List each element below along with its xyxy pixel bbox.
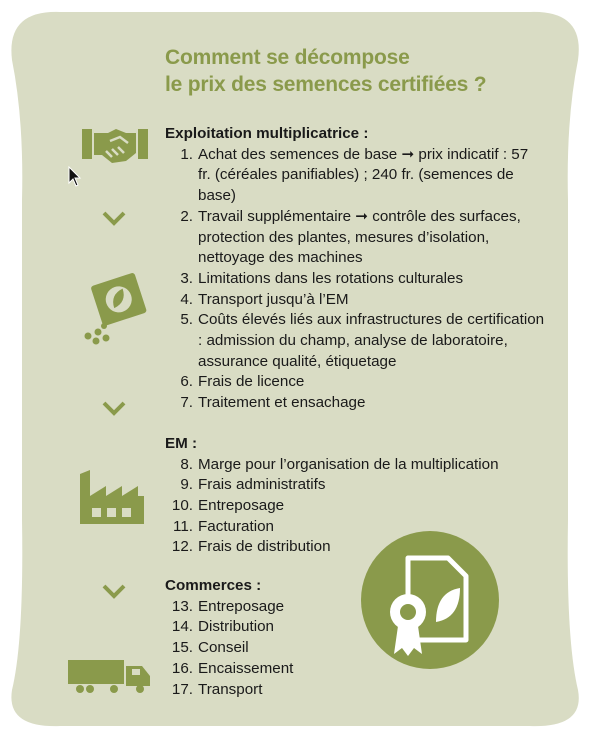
item-text: Encaissement	[198, 659, 294, 677]
item-number: 12.	[171, 538, 193, 556]
item-number: 1.	[180, 145, 193, 163]
item-number: 3.	[180, 269, 193, 287]
list-item	[165, 597, 545, 618]
list-item	[165, 475, 545, 496]
list-item	[165, 517, 545, 538]
seed-bag-icon	[78, 270, 150, 346]
list-item	[165, 496, 545, 517]
handshake-icon	[82, 127, 148, 165]
section-heading-exploitation: Exploitation multiplicatrice :	[165, 125, 369, 142]
chevron-down-icon	[101, 583, 127, 601]
list-item	[165, 537, 545, 558]
item-text: Frais de distribution	[198, 538, 331, 556]
item-text: Entreposage	[198, 597, 285, 615]
item-number: 5.	[180, 311, 193, 329]
list-item	[165, 145, 545, 207]
list-item	[165, 207, 545, 269]
item-text: Coûts élevés liés aux infrastructures de certification : admission du champ, analyse de laboratoire, assurance qualité, étiquetage	[198, 311, 545, 370]
item-text: Achat des semences de base ➞ prix indicatif : 57 fr. (céréales panifiables) ; 240 fr. (semences de base)	[198, 145, 529, 205]
list-item	[165, 372, 545, 393]
item-text: Travail supplémentaire ➞ contrôle des surfaces, protection des plantes, mesures d’isolation, nettoyage des machines	[198, 207, 521, 267]
item-number: 9.	[180, 476, 193, 494]
item-text: Traitement et ensachage	[198, 394, 366, 412]
section-heading-em: EM :	[165, 434, 198, 452]
item-text: Transport jusqu’à l’EM	[198, 290, 349, 308]
item-text: Distribution	[198, 618, 274, 636]
factory-icon	[78, 470, 146, 524]
item-text: Limitations dans les rotations culturales	[198, 269, 464, 287]
list-item	[165, 638, 545, 659]
chevron-down-icon	[101, 400, 127, 418]
item-text: Entreposage	[198, 496, 285, 514]
list-item	[165, 393, 545, 414]
item-number: 6.	[180, 373, 193, 391]
title-line-1: Comment se décompose	[165, 46, 410, 69]
item-number: 2.	[180, 207, 193, 225]
item-number: 11.	[173, 517, 193, 535]
item-number: 17.	[171, 680, 193, 698]
item-number: 13.	[171, 597, 193, 615]
item-text: Frais de licence	[198, 373, 305, 391]
list-item	[165, 659, 545, 680]
item-number: 15.	[171, 639, 193, 657]
item-number: 14.	[171, 618, 193, 636]
item-text: Marge pour l’organisation de la multiplication	[198, 455, 499, 473]
chevron-down-icon	[101, 210, 127, 228]
item-number: 4.	[180, 290, 193, 308]
section-heading-commerces: Commerces :	[165, 577, 262, 595]
item-text: Frais administratifs	[198, 476, 326, 494]
item-text: Conseil	[198, 639, 249, 657]
item-number: 10.	[171, 496, 193, 514]
item-number: 7.	[180, 394, 193, 412]
list-item	[165, 290, 545, 311]
truck-icon	[68, 660, 152, 694]
item-number: 16.	[171, 659, 193, 677]
item-text: Transport	[198, 680, 263, 698]
mouse-cursor-icon	[68, 166, 82, 188]
page-title	[165, 44, 486, 98]
item-number: 8.	[180, 455, 193, 473]
list-item	[165, 617, 545, 638]
list-item	[165, 455, 545, 476]
list-item	[165, 269, 545, 290]
item-text: Facturation	[198, 517, 274, 535]
title-line-2: le prix des semences certifiées ?	[165, 73, 487, 96]
price-breakdown-list	[165, 124, 545, 700]
list-item	[165, 310, 545, 372]
list-item	[165, 680, 545, 701]
